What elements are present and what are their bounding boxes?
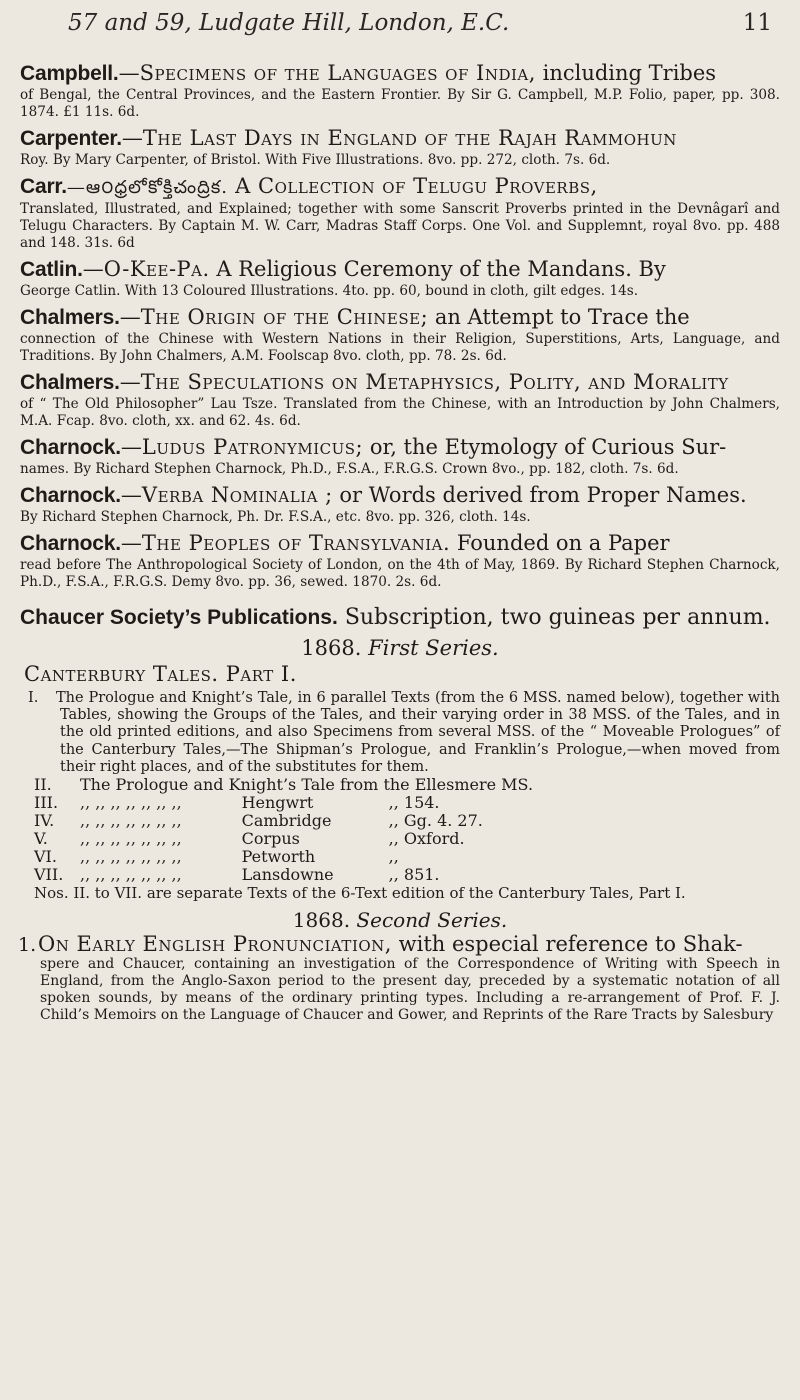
entry-title-rest: including Tribes [535,61,717,85]
entry-body: of Bengal, the Central Provinces, and the Eastern Frontier. By Sir G. Campbell, M.P. Folio, paper, pp. 308. 1874. £1 11s. 6d. [20,87,780,120]
entry-body: of “ The Old Philosopher” Lau Tsze. Translated from the Chinese, with an Introduction by John Chalmers, M.A. Fcap. 8vo. cloth, xx. and 62. 4s. 6d. [20,396,780,429]
ditto-marks: ,, ,, ,, ,, ,, ,, ,, [80,829,182,849]
entry-author: Charnock. [20,532,121,555]
catalogue-entry: Carpenter.—The Last Days in England of the Rajah Rammohun Roy. By Mary Carpenter, of Bristol. With Five Illustrations. 8vo. pp. 272, cloth. 7s. 6d. [20,125,780,169]
catalogue-entry [20,173,780,252]
first-series-label: First Series. [368,636,499,660]
row-number: IV. [34,811,55,831]
running-head [68,10,772,36]
second-series-year: 1868. [292,908,351,933]
entry-body: names. By Richard Stephen Charnock, Ph.D., F.S.A., F.R.G.S. Crown 8vo., pp. 182, cloth. 7s. 6d. [20,461,679,477]
publisher-address: 57 and 59, Ludgate Hill, London, E.C. [68,10,510,36]
entry-author: Campbell. [20,62,119,85]
manuscript-name: Cambridge [241,811,332,831]
manuscript-ref: ,, 851. [388,865,440,885]
ditto-marks: ,, ,, ,, ,, ,, ,, ,, [80,793,182,813]
ditto-marks: ,, ,, ,, ,, ,, ,, ,, [80,811,182,831]
entry-title: Verba Nominalia ; [141,483,333,507]
table-row [34,848,539,866]
chaucer-society-heading [20,605,780,630]
entry-title-rest: an Attempt to Trace the [428,305,690,329]
catalogue-entry: Chalmers.—The Speculations on Metaphysics, Polity, and Morality of “ The Old Philosopher” Lau Tsze. Translated from the Chinese, with an Introduction by John Chalmers, M.A. Fcap. 8vo. cloth, xx. and 62. 4s. 6d. [20,370,780,429]
manuscript-ref: ,, Oxford. [388,829,465,849]
catalogue-entries [20,60,780,1024]
entry-title-rest: or Words derived from Proper Names. [332,483,747,507]
manuscript-name: Lansdowne [241,865,334,885]
manuscript-ref: ,, Gg. 4. 27. [388,811,483,831]
entry-body: George Catlin. With 13 Coloured Illustrations. 4to. pp. 60, bound in cloth, gilt edges. 14s. [20,283,639,299]
catalogue-entry: Campbell.—Specimens of the Languages of India, including Tribes of Bengal, the Central Provinces, and the Eastern Frontier. By Sir G. Campbell, M.P. Folio, paper, pp. 308. 1874. £1 11s. 6d. [20,61,780,120]
ditto-marks: ,, ,, ,, ,, ,, ,, ,, [80,847,182,867]
catalogue-entry: Charnock.—Verba Nominalia ; or Words derived from Proper Names. By Richard Stephen Charnock, Ph. Dr. F.S.A., etc. 8vo. pp. 326, cloth. 14s. [20,482,780,526]
entry-title: The Origin of the Chinese; [140,305,429,329]
manuscript-ref: ,, [388,847,399,867]
item-number: I. [28,690,39,706]
manuscript-name: Petworth [241,847,316,867]
entry-author: Carpenter. [20,127,122,150]
table-row [34,830,539,848]
entry-title-rest: Founded on a Paper [450,531,670,555]
catalogue-entry: Charnock.—Ludus Patronymicus; or, the Etymology of Curious Sur- names. By Richard Stephen Charnock, Ph.D., F.S.A., F.R.G.S. Crown 8vo., pp. 182, cloth. 7s. 6d. [20,434,780,478]
entry-body: Translated, Illustrated, and Explained; together with some Sanscrit Proverbs printed in the Devnâgarî and Telugu Characters. By Captain M. W. Carr, Madras Staff Corps. One Vol. and Supplemnt, royal 8vo. pp. 488 and 148. 31s. 6d [20,201,780,251]
table-row [34,812,539,830]
canterbury-part-heading: Canterbury Tales. Part I. [24,662,297,686]
entry-title: O-Kee-Pa. [103,257,210,281]
page-number: 11 [742,10,772,36]
entry-author: Charnock. [20,436,121,459]
publication-item [28,690,780,776]
first-series-heading [20,636,780,660]
entry-author: Chalmers. [20,371,120,394]
row-number: V. [34,829,48,849]
item-text: The Prologue and Knight’s Tale, in 6 parallel Texts (from the 6 MSS. named below), together with Tables, showing the Groups of the Tales, and their varying order in 38 MSS. of the Tales, and in the old printed editions, and also Specimens from several MSS. of the “ Moveable Prologues” of the Canterbury Tales,—The Shipman’s Prologue, and Franklin’s Prologue,—when moved from their right places, and of the substitutes for them. [56,690,780,775]
item-text: spere and Chaucer, containing an investigation of the Correspondence of Writing with Speech in England, from the Anglo-Saxon period to the present day, preceded by a systematic notation of all spoken sounds, by means of the ordinary printing types. Including a re-arrangement of Prof. F. J. Child’s Memoirs on the Language of Chaucer and Gower, and Reprints of the Rare Tracts by Salesbury [40,956,780,1024]
manuscript-ref: ,, 154. [388,793,440,813]
row-number: VII. [34,865,64,885]
catalogue-entry: Chalmers.—The Origin of the Chinese; an Attempt to Trace the connection of the Chinese with Western Nations in their Religion, Superstitions, Arts, Language, and Traditions. By John Chalmers, A.M. Foolscap 8vo. cloth, pp. 78. 2s. 6d. [20,305,780,364]
publication-item [18,932,780,1024]
ditto-marks: ,, ,, ,, ,, ,, ,, ,, [80,865,182,885]
item-title-rest: with especial reference to Shak- [391,932,743,957]
table-row [34,776,539,794]
entry-author: Charnock. [20,484,121,507]
item-number: 1. [18,934,37,957]
row-number: III. [34,793,59,813]
entry-title: Ludus Patronymicus; [141,435,364,459]
entry-title: The Last Days in England of the Rajah Rammohun [142,126,677,150]
second-series-heading [20,908,780,932]
row-number: II. [34,775,52,795]
table-row [34,794,539,812]
entry-author: Carr. [20,175,67,198]
catalogue-entry: Charnock.—The Peoples of Transylvania. Founded on a Paper read before The Anthropological Society of London, on the 4th of May, 1869. By Richard Stephen Charnock, Ph.D., F.S.A., F.R.G.S. Demy 8vo. pp. 36, sewed. 1870. 2s. 6d. [20,531,780,590]
entry-title: The Speculations on Metaphysics, Polity, and Morality [140,370,729,394]
chaucer-heading-title: Chaucer Society’s Publications. [20,606,338,629]
entry-title: A Collection of Telugu Proverbs, [228,174,598,198]
chaucer-heading-rest: Subscription, two guineas per annum. [337,605,771,630]
first-series-year: 1868. [301,636,362,660]
entry-title-rest: A Religious Ceremony of the Mandans. By [209,257,666,281]
entry-body: By Richard Stephen Charnock, Ph. Dr. F.S.A., etc. 8vo. pp. 326, cloth. 14s. [20,509,531,525]
entry-body: connection of the Chinese with Western Nations in their Religion, Superstitions, Arts, Language, and Traditions. By John Chalmers, A.M. Foolscap 8vo. cloth, pp. 78. 2s. 6d. [20,331,780,364]
row-text: The Prologue and Knight’s Tale from the Ellesmere MS. [80,775,534,795]
table-row [34,866,539,884]
manuscript-table [34,776,539,884]
item-title: On Early English Pronunciation, [38,932,392,957]
entry-title: Specimens of the Languages of India, [139,61,536,85]
row-number: VI. [34,847,57,867]
edition-note: Nos. II. to VII. are separate Texts of the 6-Text edition of the Canterbury Tales, Part I. [34,884,686,903]
entry-title: The Peoples of Transylvania. [141,531,451,555]
manuscript-name: Hengwrt [241,793,314,813]
manuscript-name: Corpus [241,829,300,849]
second-series-label: Second Series. [356,908,508,933]
catalogue-entry: Catlin.—O-Kee-Pa. A Religious Ceremony of the Mandans. By George Catlin. With 13 Coloured Illustrations. 4to. pp. 60, bound in cloth, gilt edges. 14s. [20,256,780,300]
entry-title-rest: or, the Etymology of Curious Sur- [363,435,727,459]
entry-body: Roy. By Mary Carpenter, of Bristol. With Five Illustrations. 8vo. pp. 272, cloth. 7s. 6d. [20,152,611,168]
entry-author: Chalmers. [20,306,120,329]
entry-author: Catlin. [20,258,83,281]
telugu-title: —ఆ౦ధ్రలోకోక్తిచంద్రిక. [66,177,228,198]
entry-body: read before The Anthropological Society of London, on the 4th of May, 1869. By Richard Stephen Charnock, Ph.D., F.S.A., F.R.G.S. Demy 8vo. pp. 36, sewed. 1870. 2s. 6d. [20,557,780,590]
